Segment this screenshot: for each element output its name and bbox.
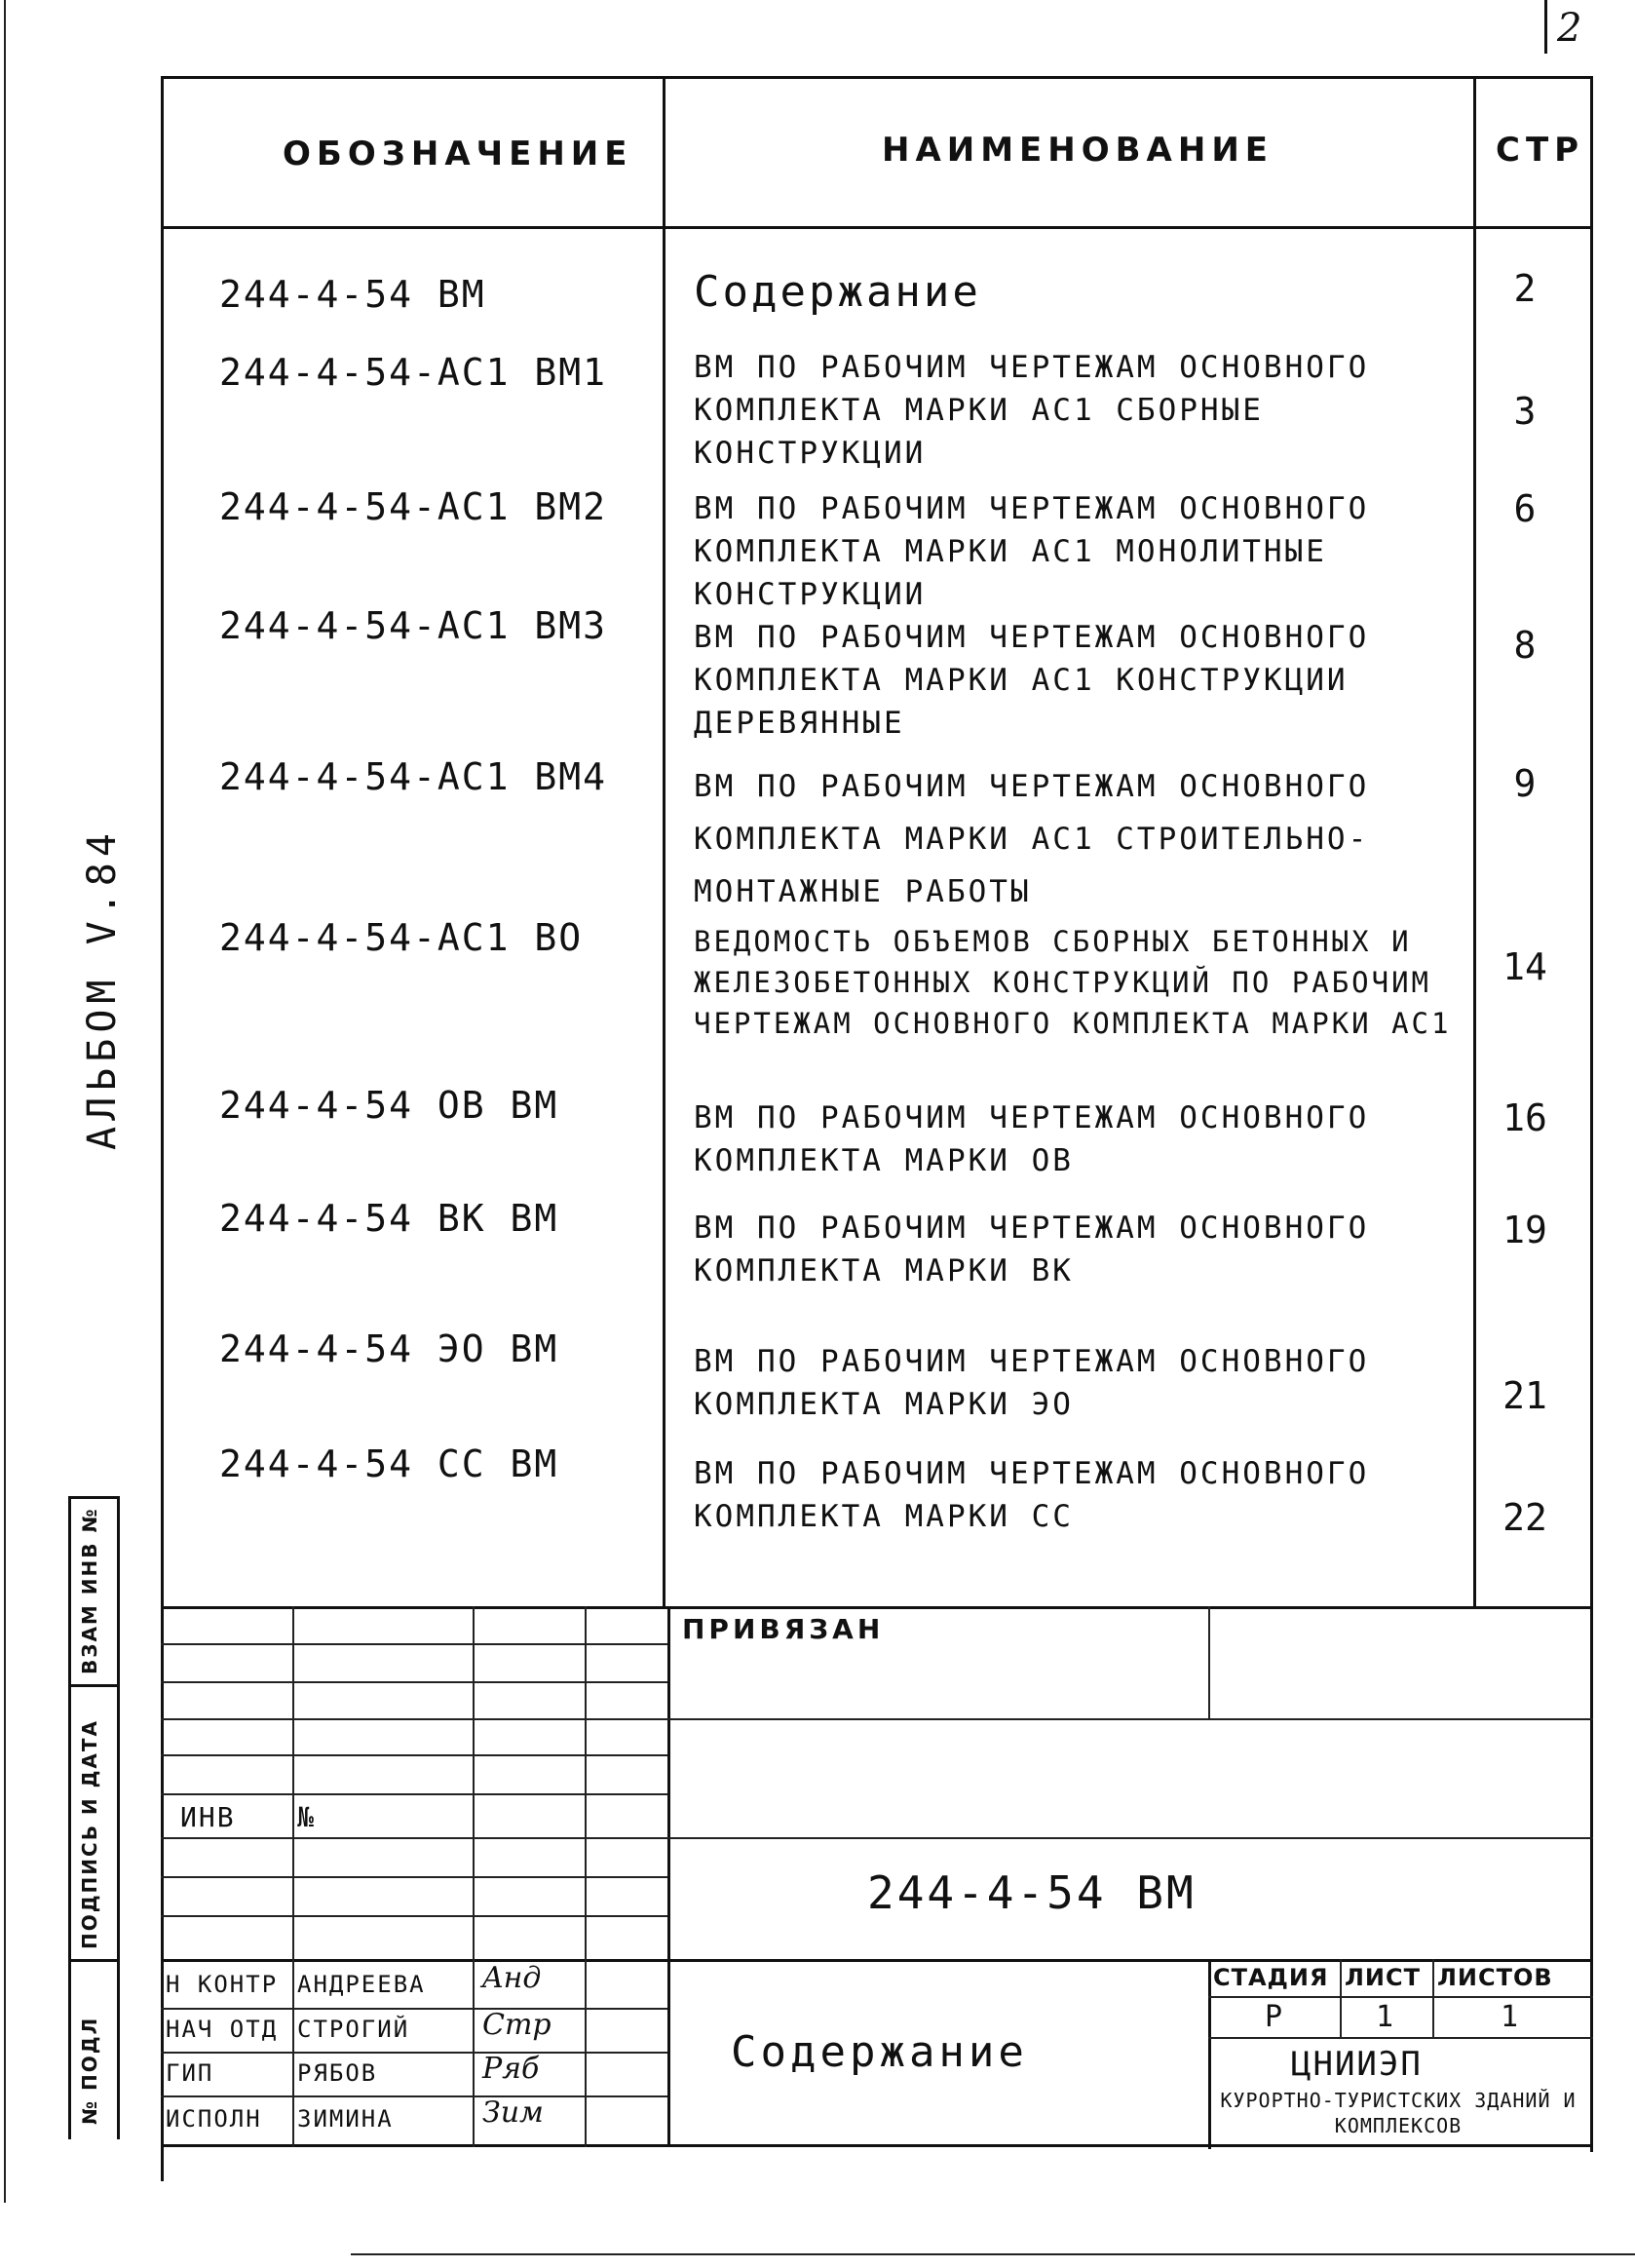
row-page: 21 xyxy=(1502,1374,1547,1417)
row-name: ВМ ПО РАБОЧИМ ЧЕРТЕЖАМ ОСНОВНОГО КОМПЛЕКТА МАРКИ ЭО xyxy=(694,1344,1370,1422)
header-page: СТР xyxy=(1496,131,1585,170)
frame-top xyxy=(161,76,1593,79)
row-code: 244-4-54-АС1 ВМ3 xyxy=(219,604,608,647)
row-name: ВМ ПО РАБОЧИМ ЧЕРТЕЖАМ ОСНОВНОГО КОМПЛЕКТА МАРКИ АС1 МОНОЛИТНЫЕ КОНСТРУКЦИИ xyxy=(694,491,1370,612)
row-page: 22 xyxy=(1502,1496,1547,1539)
grid-row xyxy=(161,2008,667,2010)
side-divider-2 xyxy=(68,1959,117,1962)
person-name: АНДРЕЕВА xyxy=(297,1971,426,1998)
person-name: ЗИМИНА xyxy=(297,2105,394,2133)
header-designation: ОБОЗНАЧЕНИЕ xyxy=(283,135,633,173)
inv-label: ИНВ xyxy=(180,1801,236,1833)
signature-ryabov: Ряб xyxy=(482,2052,540,2086)
stage-col-2 xyxy=(1432,1959,1434,2037)
podpis-data-label: ПОДПИСЬ И ДАТА xyxy=(78,1718,101,1949)
row-name: ВЕДОМОСТЬ ОБЪЕМОВ СБОРНЫХ БЕТОННЫХ И ЖЕЛЕЗОБЕТОННЫХ КОНСТРУКЦИЙ ПО РАБОЧИМ ЧЕРТЕЖАМ ОСНОВНОГО КОМПЛЕКТА МАРКИ АС1 xyxy=(694,925,1452,1040)
row-page: 16 xyxy=(1502,1096,1547,1139)
privyazan-label: ПРИВЯЗАН xyxy=(682,1613,885,1645)
sheet-edge xyxy=(4,0,6,2203)
signature-zimina: Зим xyxy=(482,2095,544,2130)
grid-row xyxy=(161,2052,667,2054)
side-divider-1 xyxy=(68,1684,117,1687)
page-number-box-left xyxy=(1544,0,1547,54)
row-page: 3 xyxy=(1513,390,1537,433)
stage-col-1 xyxy=(1340,1959,1342,2037)
row-code: 244-4-54-АС1 ВО xyxy=(219,916,584,959)
frame-bottom xyxy=(161,2144,1593,2147)
stamp-top xyxy=(161,1959,1593,1962)
row-code: 244-4-54-АС1 ВМ4 xyxy=(219,755,608,798)
header-name: НАИМЕНОВАНИЕ xyxy=(882,131,1274,170)
title-block-divider xyxy=(667,1606,670,2147)
side-strip-top xyxy=(68,1496,117,1499)
grid-row xyxy=(161,1793,667,1795)
sheets-value: 1 xyxy=(1501,2000,1521,2034)
org-subtitle: КУРОРТНО-ТУРИСТСКИХ ЗДАНИЙ И КОМПЛЕКСОВ xyxy=(1220,2089,1577,2137)
vzam-inv-label: ВЗАМ ИНВ № xyxy=(78,1507,101,1674)
sheets-label: ЛИСТОВ xyxy=(1437,1964,1553,1991)
row-name: ВМ ПО РАБОЧИМ ЧЕРТЕЖАМ ОСНОВНОГО КОМПЛЕКТА МАРКИ ВК xyxy=(694,1211,1370,1288)
grid-row xyxy=(161,1837,667,1839)
row-code: 244-4-54-АС1 ВМ1 xyxy=(219,351,608,394)
code-row-top xyxy=(667,1837,1593,1839)
row-code: 244-4-54 СС ВМ xyxy=(219,1442,559,1485)
row-name: ВМ ПО РАБОЧИМ ЧЕРТЕЖАМ ОСНОВНОГО КОМПЛЕКТА МАРКИ ОВ xyxy=(694,1100,1370,1178)
row-page: 19 xyxy=(1502,1209,1547,1251)
sheet-value: 1 xyxy=(1376,2000,1396,2034)
stage-row-2 xyxy=(1208,2037,1593,2039)
row-code: 244-4-54 ЭО ВМ xyxy=(219,1327,559,1370)
row-code: 244-4-54 ВК ВМ xyxy=(219,1197,559,1240)
doc-code: 244-4-54 ВМ xyxy=(867,1866,1197,1919)
col-divider-2 xyxy=(1473,76,1476,1606)
stage-value: Р xyxy=(1265,2000,1285,2034)
signature-andreeva: Aнд xyxy=(482,1961,542,1995)
row-name: Содержание xyxy=(694,267,981,317)
grid-row xyxy=(161,1915,667,1917)
grid-row xyxy=(161,1876,667,1878)
page-number: 2 xyxy=(1557,6,1582,51)
col-divider-1 xyxy=(663,76,665,1606)
stamp-right-divider xyxy=(1208,1959,1211,2149)
inv-podl-label: № ПОДЛ xyxy=(78,2016,101,2125)
frame-right xyxy=(1590,76,1593,2152)
stage-row-1 xyxy=(1208,1996,1593,1998)
org-name: ЦНИИЭП xyxy=(1291,2045,1423,2084)
sheet-label: ЛИСТ xyxy=(1345,1964,1422,1991)
frame-left xyxy=(161,76,164,2181)
trim-line xyxy=(351,2253,1635,2255)
stage-label: СТАДИЯ xyxy=(1213,1964,1329,1991)
person-name: РЯБОВ xyxy=(297,2059,378,2087)
person-name: СТРОГИЙ xyxy=(297,2016,410,2043)
role: ИСПОЛН xyxy=(166,2105,262,2133)
grid-row xyxy=(161,1754,667,1756)
signature-strogiy: Стр xyxy=(482,2008,551,2042)
role: Н КОНТР xyxy=(166,1971,279,1998)
header-underline xyxy=(161,226,1593,229)
side-strip-right xyxy=(117,1496,120,2139)
role: НАЧ ОТД xyxy=(166,2016,279,2043)
row-page: 8 xyxy=(1513,624,1537,667)
inv-no-label: № xyxy=(297,1801,316,1833)
row-code: 244-4-54 ВМ xyxy=(219,273,486,316)
grid-row xyxy=(161,2095,667,2097)
row-name: ВМ ПО РАБОЧИМ ЧЕРТЕЖАМ ОСНОВНОГО КОМПЛЕКТА МАРКИ СС xyxy=(694,1456,1370,1534)
row-name: ВМ ПО РАБОЧИМ ЧЕРТЕЖАМ ОСНОВНОГО КОМПЛЕКТА МАРКИ АС1 СБОРНЫЕ КОНСТРУКЦИИ xyxy=(694,350,1370,471)
grid-row xyxy=(161,1718,667,1720)
row-page: 9 xyxy=(1513,762,1537,805)
doc-title: Содержание xyxy=(731,2027,1028,2077)
row-code: 244-4-54 ОВ ВМ xyxy=(219,1084,559,1127)
row-name: ВМ ПО РАБОЧИМ ЧЕРТЕЖАМ ОСНОВНОГО КОМПЛЕКТА МАРКИ АС1 СТРОИТЕЛЬНО-МОНТАЖНЫЕ РАБОТЫ xyxy=(694,769,1370,909)
row-page: 2 xyxy=(1513,267,1537,310)
privyazan-right xyxy=(1208,1606,1210,1718)
side-strip-left xyxy=(68,1496,71,2139)
row-code: 244-4-54-АС1 ВМ2 xyxy=(219,485,608,528)
album-label: АЛЬБОМ V.84 xyxy=(80,827,125,1150)
grid-row xyxy=(161,1643,667,1645)
title-block-top xyxy=(161,1606,1593,1609)
row-name: ВМ ПО РАБОЧИМ ЧЕРТЕЖАМ ОСНОВНОГО КОМПЛЕКТА МАРКИ АС1 КОНСТРУКЦИИ ДЕРЕВЯННЫЕ xyxy=(694,620,1370,741)
row-page: 6 xyxy=(1513,487,1537,530)
grid-row xyxy=(161,1681,667,1683)
privyazan-bottom xyxy=(667,1718,1593,1720)
row-page: 14 xyxy=(1502,945,1547,988)
role: ГИП xyxy=(166,2059,214,2087)
